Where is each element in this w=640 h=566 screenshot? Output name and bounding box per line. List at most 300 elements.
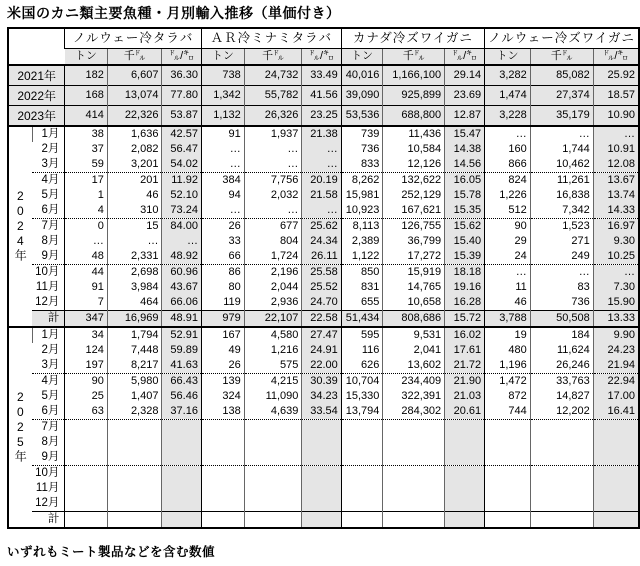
table-cell <box>65 512 108 529</box>
table-cell: 736 <box>530 295 593 311</box>
table-cell: 167,621 <box>383 203 445 219</box>
table-cell: … <box>244 157 302 173</box>
table-cell: 56.47 <box>162 142 201 157</box>
month-row <box>8 466 639 482</box>
unit-header: ㌦/㌔ <box>593 49 639 66</box>
table-cell: 25.62 <box>302 219 341 235</box>
row-label: 10月 <box>32 265 65 281</box>
table-cell: 59.89 <box>162 343 201 358</box>
table-cell <box>107 481 162 496</box>
table-cell <box>65 450 108 466</box>
table-cell: … <box>65 234 108 249</box>
table-cell: 1,523 <box>530 219 593 235</box>
table-cell <box>302 420 341 436</box>
table-cell: 2,331 <box>107 249 162 265</box>
month-row <box>8 265 639 281</box>
table-cell: 979 <box>201 311 244 328</box>
table-cell <box>593 512 639 529</box>
table-cell: 736 <box>341 142 383 157</box>
table-cell: 10,462 <box>530 157 593 173</box>
table-cell <box>244 420 302 436</box>
table-cell <box>302 450 341 466</box>
row-label: 6月 <box>41 404 60 417</box>
table-cell: 46 <box>485 295 531 311</box>
table-cell <box>107 420 162 436</box>
table-cell: 83 <box>530 280 593 295</box>
table-cell <box>445 435 485 450</box>
table-cell: 66.06 <box>162 295 201 311</box>
table-cell <box>302 512 341 529</box>
table-cell: 14.33 <box>593 203 639 219</box>
table-cell: 16.97 <box>593 219 639 235</box>
table-cell: 51,434 <box>341 311 383 328</box>
table-cell: 201 <box>107 173 162 189</box>
table-cell: 66.43 <box>162 374 201 390</box>
table-cell: 15.62 <box>445 219 485 235</box>
table-cell: 13,794 <box>341 404 383 420</box>
table-cell <box>445 450 485 466</box>
table-cell: 688,800 <box>383 106 445 127</box>
table-cell: 53,536 <box>341 106 383 127</box>
table-cell: 16.41 <box>593 404 639 420</box>
table-cell: 8,262 <box>341 173 383 189</box>
table-cell: 49 <box>201 343 244 358</box>
table-cell: … <box>302 157 341 173</box>
table-cell: 1,122 <box>341 249 383 265</box>
table-cell: 25.52 <box>302 280 341 295</box>
table-cell: … <box>201 157 244 173</box>
table-cell <box>201 420 244 436</box>
table-cell: 1,794 <box>107 327 162 343</box>
row-label: 2月 <box>41 343 60 356</box>
table-cell: 10,584 <box>383 142 445 157</box>
table-cell: 52.91 <box>162 327 201 343</box>
table-cell: 12,126 <box>383 157 445 173</box>
table-cell <box>593 481 639 496</box>
month-row <box>8 404 639 420</box>
row-label: 2021年 <box>8 65 65 86</box>
table-cell <box>162 496 201 512</box>
table-cell: 3,984 <box>107 280 162 295</box>
table-cell <box>383 420 445 436</box>
table-cell: 60.96 <box>162 265 201 281</box>
table-cell: 182 <box>65 65 108 86</box>
table-cell <box>107 450 162 466</box>
annual-row <box>8 65 639 86</box>
table-cell: … <box>201 142 244 157</box>
table-cell: … <box>530 126 593 142</box>
month-row <box>8 126 639 142</box>
table-cell: … <box>593 265 639 281</box>
table-cell <box>530 420 593 436</box>
table-cell: 16,838 <box>530 188 593 203</box>
table-cell: 119 <box>201 295 244 311</box>
table-cell: 10.25 <box>593 249 639 265</box>
table-cell: 595 <box>341 327 383 343</box>
table-cell: 20.61 <box>445 404 485 420</box>
month-row <box>8 343 639 358</box>
table-cell <box>530 512 593 529</box>
table-cell: 866 <box>485 157 531 173</box>
table-cell: 52.10 <box>162 188 201 203</box>
table-cell: 324 <box>201 389 244 404</box>
table-cell: 41.56 <box>302 86 341 106</box>
table-cell: 626 <box>341 358 383 374</box>
table-cell: 322,391 <box>383 389 445 404</box>
table-cell: 15,919 <box>383 265 445 281</box>
table-cell <box>65 420 108 436</box>
table-cell: 29 <box>485 234 531 249</box>
unit-header: ㌦/㌔ <box>445 49 485 66</box>
table-cell: 15.72 <box>445 311 485 328</box>
table-cell: 42.57 <box>162 126 201 142</box>
table-cell <box>485 420 531 436</box>
table-cell: 2,328 <box>107 404 162 420</box>
table-cell: 21.90 <box>445 374 485 390</box>
table-cell: 7,342 <box>530 203 593 219</box>
unit-header: ㌦/㌔ <box>302 49 341 66</box>
table-cell: 347 <box>65 311 108 328</box>
table-cell: 738 <box>201 65 244 86</box>
table-cell: 34.23 <box>302 389 341 404</box>
table-cell: 3,282 <box>485 65 531 86</box>
group-header-3: ノルウェー冷ズワイガニ <box>485 28 639 49</box>
table-cell: 167 <box>201 327 244 343</box>
table-cell <box>162 466 201 482</box>
group-header-1: ＡＲ冷ミナミタラバ <box>201 28 341 49</box>
row-label: 11月 <box>35 280 60 293</box>
table-cell: 84.00 <box>162 219 201 235</box>
corner-cell <box>8 28 65 65</box>
table-cell: 3,228 <box>485 106 531 127</box>
table-cell: 55,782 <box>244 86 302 106</box>
table-cell: 9,531 <box>383 327 445 343</box>
table-cell: 33.49 <box>302 65 341 86</box>
table-cell <box>593 496 639 512</box>
table-cell: 7.30 <box>593 280 639 295</box>
table-cell: 21.94 <box>593 358 639 374</box>
table-cell <box>244 496 302 512</box>
table-cell: 10,704 <box>341 374 383 390</box>
table-cell <box>244 481 302 496</box>
table-cell: … <box>201 203 244 219</box>
table-cell: 33 <box>201 234 244 249</box>
row-label: 2022年 <box>8 86 65 106</box>
table-cell <box>162 450 201 466</box>
table-cell <box>383 435 445 450</box>
table-cell <box>593 435 639 450</box>
table-cell: 3,788 <box>485 311 531 328</box>
table-cell: 14,827 <box>530 389 593 404</box>
table-cell: 63 <box>65 404 108 420</box>
table-cell <box>445 512 485 529</box>
unit-header: ㌦/㌔ <box>162 49 201 66</box>
month-row <box>8 420 639 436</box>
table-cell: 8,217 <box>107 358 162 374</box>
table-cell <box>383 481 445 496</box>
table-cell <box>485 435 531 450</box>
table-cell <box>201 466 244 482</box>
table-cell: 24.34 <box>302 234 341 249</box>
table-cell: 54.02 <box>162 157 201 173</box>
table-cell: 7,448 <box>107 343 162 358</box>
table-cell: 36,799 <box>383 234 445 249</box>
table-cell: 271 <box>530 234 593 249</box>
table-cell <box>162 435 201 450</box>
table-cell: … <box>162 234 201 249</box>
table-cell <box>107 466 162 482</box>
table-cell <box>201 450 244 466</box>
table-cell: 15.47 <box>445 126 485 142</box>
table-cell <box>341 420 383 436</box>
table-cell: 804 <box>244 234 302 249</box>
table-cell <box>244 450 302 466</box>
table-cell: 56.46 <box>162 389 201 404</box>
table-cell <box>445 420 485 436</box>
table-cell: 15.78 <box>445 188 485 203</box>
row-label: 9月 <box>41 249 60 262</box>
table-cell: 33,763 <box>530 374 593 390</box>
table-cell: 1,474 <box>485 86 531 106</box>
table-cell: 7,756 <box>244 173 302 189</box>
table-cell: 831 <box>341 280 383 295</box>
table-cell <box>201 512 244 529</box>
table-cell: 16.05 <box>445 173 485 189</box>
table-cell: 14,765 <box>383 280 445 295</box>
table-cell: 15.40 <box>445 234 485 249</box>
table-cell: 18.18 <box>445 265 485 281</box>
table-cell: 11.92 <box>162 173 201 189</box>
table-cell <box>107 435 162 450</box>
table-cell <box>162 512 201 529</box>
page-title: 米国のカニ類主要魚種・月別輸入推移（単価付き） <box>7 5 341 21</box>
unit-header: 千㌦ <box>383 49 445 66</box>
unit-header: 千㌦ <box>107 49 162 66</box>
table-cell <box>383 512 445 529</box>
unit-header: 千㌦ <box>530 49 593 66</box>
table-cell <box>201 481 244 496</box>
table-cell: 48 <box>65 249 108 265</box>
table-cell: 310 <box>107 203 162 219</box>
table-cell: 18.57 <box>593 86 639 106</box>
table-cell <box>485 466 531 482</box>
table-cell: 1,724 <box>244 249 302 265</box>
table-cell: 12.08 <box>593 157 639 173</box>
table-cell: 4,580 <box>244 327 302 343</box>
table-cell: 35,179 <box>530 106 593 127</box>
table-cell: 80 <box>201 280 244 295</box>
month-row <box>8 157 639 173</box>
table-cell: 48.91 <box>162 311 201 328</box>
table-cell: 24 <box>485 249 531 265</box>
row-label: 12月 <box>35 496 60 509</box>
row-label: 1月 <box>32 126 65 142</box>
table-cell: 48.92 <box>162 249 201 265</box>
table-cell: 124 <box>65 343 108 358</box>
table-cell: 1 <box>65 188 108 203</box>
table-cell: 27,374 <box>530 86 593 106</box>
table-cell <box>107 512 162 529</box>
table-cell: 10,658 <box>383 295 445 311</box>
month-row <box>8 188 639 203</box>
table-cell: 21.72 <box>445 358 485 374</box>
table-cell: 284,302 <box>383 404 445 420</box>
table-cell: 15,330 <box>341 389 383 404</box>
table-cell: 1,407 <box>107 389 162 404</box>
unit-header: トン <box>341 49 383 66</box>
table-cell: 17,272 <box>383 249 445 265</box>
table-cell: 480 <box>485 343 531 358</box>
table-cell: 24,732 <box>244 65 302 86</box>
table-cell <box>341 435 383 450</box>
month-row <box>8 327 639 343</box>
table-cell: 512 <box>485 203 531 219</box>
table-cell: … <box>302 203 341 219</box>
month-row <box>8 374 639 390</box>
import-table <box>7 27 640 529</box>
table-cell <box>445 496 485 512</box>
table-cell <box>201 496 244 512</box>
table-cell: 21.03 <box>445 389 485 404</box>
month-row <box>8 219 639 235</box>
table-cell: 20.19 <box>302 173 341 189</box>
table-cell <box>302 481 341 496</box>
total-row <box>8 311 639 328</box>
table-cell: 2,936 <box>244 295 302 311</box>
group-header-2: カナダ冷ズワイガニ <box>341 28 484 49</box>
table-cell: 12.87 <box>445 106 485 127</box>
table-cell: 59 <box>65 157 108 173</box>
table-cell: … <box>485 126 531 142</box>
table-cell <box>445 481 485 496</box>
table-cell <box>244 466 302 482</box>
table-cell: 2,041 <box>383 343 445 358</box>
table-cell: 53.87 <box>162 106 201 127</box>
table-cell: 25 <box>65 389 108 404</box>
table-cell: 2,044 <box>244 280 302 295</box>
table-cell <box>244 512 302 529</box>
table-cell: 27.47 <box>302 327 341 343</box>
row-label: 7月 <box>32 420 65 436</box>
table-cell: 126,755 <box>383 219 445 235</box>
table-cell: 7 <box>65 295 108 311</box>
row-label: 計 <box>32 311 65 328</box>
table-cell: 22.00 <box>302 358 341 374</box>
table-cell: 44 <box>65 265 108 281</box>
table-cell: 37.16 <box>162 404 201 420</box>
table-cell: 6,607 <box>107 65 162 86</box>
row-label: 4月 <box>32 173 65 189</box>
table-cell: 116 <box>341 343 383 358</box>
table-cell: … <box>107 234 162 249</box>
table-cell: 17 <box>65 173 108 189</box>
table-cell: 4,215 <box>244 374 302 390</box>
table-cell: 29.14 <box>445 65 485 86</box>
table-cell: 43.67 <box>162 280 201 295</box>
table-cell: 24.23 <box>593 343 639 358</box>
table-cell: 77.80 <box>162 86 201 106</box>
row-label: 7月 <box>32 219 65 235</box>
row-label: 5月 <box>41 188 60 201</box>
table-cell: 13,074 <box>107 86 162 106</box>
table-cell: 1,226 <box>485 188 531 203</box>
table-cell: 26,246 <box>530 358 593 374</box>
table-cell: 24.91 <box>302 343 341 358</box>
table-cell: 1,166,100 <box>383 65 445 86</box>
table-cell: 17.61 <box>445 343 485 358</box>
table-cell: 26.11 <box>302 249 341 265</box>
table-cell: 23.25 <box>302 106 341 127</box>
table-cell <box>530 466 593 482</box>
month-row <box>8 234 639 249</box>
table-cell: 66 <box>201 249 244 265</box>
table-cell: 13.33 <box>593 311 639 328</box>
table-cell: 25.58 <box>302 265 341 281</box>
table-cell: 2,082 <box>107 142 162 157</box>
year-label: 2024年 <box>8 126 32 327</box>
table-cell: 3,201 <box>107 157 162 173</box>
row-label: 12月 <box>35 295 60 308</box>
table-cell: 24.70 <box>302 295 341 311</box>
table-cell: 19 <box>485 327 531 343</box>
table-cell: 40,016 <box>341 65 383 86</box>
table-cell: 2,032 <box>244 188 302 203</box>
table-cell: 30.39 <box>302 374 341 390</box>
total-row <box>8 512 639 529</box>
row-label: 11月 <box>35 481 60 494</box>
table-cell: 1,342 <box>201 86 244 106</box>
table-cell: 13,602 <box>383 358 445 374</box>
table-cell: 252,129 <box>383 188 445 203</box>
table-cell: 86 <box>201 265 244 281</box>
footnote: いずれもミート製品などを含む数値 <box>7 545 216 559</box>
table-cell <box>530 435 593 450</box>
table-cell: 90 <box>65 374 108 390</box>
table-cell: 184 <box>530 327 593 343</box>
month-row <box>8 295 639 311</box>
table-cell: 2,196 <box>244 265 302 281</box>
table-cell: 1,132 <box>201 106 244 127</box>
year-label: 2025年 <box>8 327 32 528</box>
table-cell: 234,409 <box>383 374 445 390</box>
table-cell: 15.35 <box>445 203 485 219</box>
table-cell: 16,969 <box>107 311 162 328</box>
table-cell: 15.90 <box>593 295 639 311</box>
table-cell <box>65 496 108 512</box>
table-cell <box>383 450 445 466</box>
table-cell: 414 <box>65 106 108 127</box>
table-cell: 2,389 <box>341 234 383 249</box>
table-cell <box>201 435 244 450</box>
table-cell: 26,326 <box>244 106 302 127</box>
table-cell: 833 <box>341 157 383 173</box>
table-cell: 21.38 <box>302 126 341 142</box>
table-cell <box>107 496 162 512</box>
table-cell: … <box>593 126 639 142</box>
table-cell <box>341 512 383 529</box>
unit-header: トン <box>65 49 108 66</box>
table-cell: 168 <box>65 86 108 106</box>
table-cell: … <box>244 142 302 157</box>
table-cell: 132,622 <box>383 173 445 189</box>
table-cell: 15,981 <box>341 188 383 203</box>
table-cell: 744 <box>485 404 531 420</box>
table-cell: 1,196 <box>485 358 531 374</box>
table-cell: 677 <box>244 219 302 235</box>
table-cell: 249 <box>530 249 593 265</box>
annual-row <box>8 86 639 106</box>
row-label: 3月 <box>41 358 60 371</box>
